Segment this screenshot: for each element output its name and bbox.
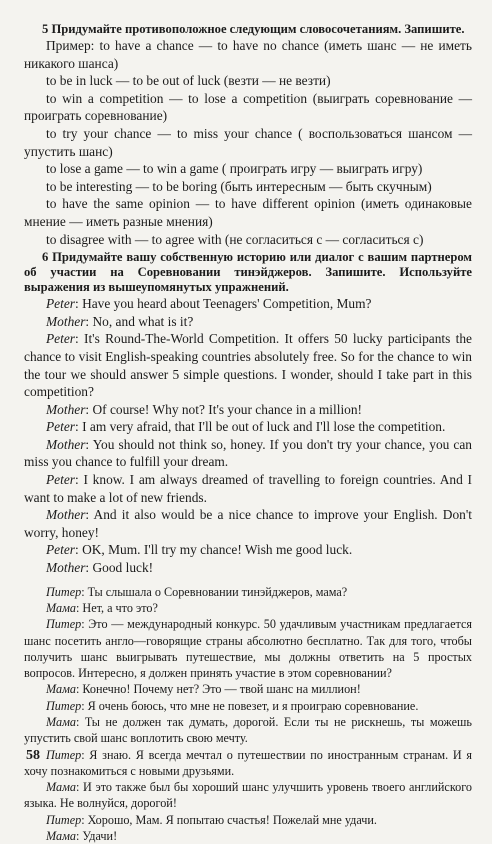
dialogue-line xyxy=(24,401,472,419)
dialogue-text: : I am very afraid, that I'll be out of luck and I'll lose the competition. xyxy=(75,419,446,435)
speaker-name: Mother xyxy=(46,560,86,576)
speaker-name: Mother xyxy=(46,436,86,452)
dialogue-line xyxy=(24,616,472,681)
dialogue-text: : Я очень боюсь, что мне не повезет, и я проиграю соревнование. xyxy=(81,698,419,713)
dialogue-text: : Have you heard about Teenagers' Competition, Mum? xyxy=(75,296,372,312)
dialogue-text: : I know. I am always dreamed of travelling to foreign countries. And I want to make a lot of new friends. xyxy=(24,472,472,505)
english-dialogue xyxy=(24,295,472,577)
exercise-5-example: Пример: to have a chance — to have no chance (иметь шанс — не иметь никакого шанса) xyxy=(24,38,472,71)
dialogue-line xyxy=(24,436,472,471)
dialogue-text: : OK, Mum. I'll try my chance! Wish me good luck. xyxy=(75,542,353,558)
speaker-name: Mother xyxy=(46,401,86,417)
speaker-name: Питер xyxy=(46,698,82,713)
speaker-name: Питер xyxy=(46,812,82,827)
speaker-name: Мама xyxy=(46,682,76,697)
dialogue-line xyxy=(24,779,472,812)
dialogue-text: : И это также был бы хороший шанс улучшить уровень твоего английского языка. Не волнуйся, дорогой! xyxy=(24,780,472,811)
dialogue-line xyxy=(24,698,472,714)
dialogue-text: : Ты слышала о Соревновании тинэйджеров, мама? xyxy=(81,584,348,599)
speaker-name: Питер xyxy=(46,747,82,762)
dialogue-line xyxy=(24,330,472,400)
speaker-name: Мама xyxy=(46,780,76,795)
dialogue-text: : Нет, а что это? xyxy=(75,600,158,615)
exercise-5-heading: 5 Придумайте противоположное следующим словосочетаниям. Запишите. xyxy=(42,22,465,36)
dialogue-text: : And it also would be a nice chance to improve your English. Don't worry, honey! xyxy=(24,507,472,540)
dialogue-line xyxy=(24,812,472,828)
dialogue-text: : Удачи! xyxy=(75,829,118,844)
exercise-6-heading: 6 Придумайте вашу собственную историю или диалог с вашим партнером об участии на Соревновании тинэйджеров. Запишите. Используйте выражения из вышеупомянутых упражнений. xyxy=(24,250,472,295)
dialogue-line xyxy=(24,714,472,747)
dialogue-text: : Хорошо, Мам. Я попытаю счастья! Пожелай мне удачи. xyxy=(81,812,377,827)
dialogue-text: : Of course! Why not? It's your chance in a million! xyxy=(85,401,363,417)
dialogue-text: : It's Round-The-World Competition. It offers 50 lucky participants the chance to visit English-speaking countries absolutely free. So for the chance to win the tour we should answer 5 simple questions. I wonder, should I take part in this competition? xyxy=(24,331,472,400)
dialogue-line xyxy=(24,828,472,844)
dialogue-text: : No, and what is it? xyxy=(85,313,194,329)
list-item: to be in luck — to be out of luck (везти — не везти) xyxy=(46,73,331,89)
list-item: to have the same opinion — to have different opinion (иметь одинаковые мнение — иметь разные мнения) xyxy=(24,196,472,229)
dialogue-line xyxy=(24,313,472,331)
dialogue-line xyxy=(24,541,472,559)
dialogue-text: : Конечно! Почему нет? Это — твой шанс на миллион! xyxy=(75,682,361,697)
dialogue-text: : Это — международный конкурс. 50 удачливым участникам предлагается шанс посетить англо—говорящие страны абсолютно бесплатно. Так для того, чтобы получить шанс выигрывать путешествие, мы должны ответить на 5 простых вопросов. Интересно, я должен принять участие в этом соревновании? xyxy=(24,617,472,681)
speaker-name: Peter xyxy=(46,331,75,347)
speaker-name: Mother xyxy=(46,507,86,523)
dialogue-text: : Я знаю. Я всегда мечтал о путешествии по иностранным странам. И я хочу познакомиться с новыми друзьями. xyxy=(24,747,472,778)
list-item: to disagree with — to agree with (не согласиться с — согласиться с) xyxy=(46,231,424,247)
speaker-name: Peter xyxy=(46,472,75,488)
speaker-name: Мама xyxy=(46,715,76,729)
dialogue-line xyxy=(24,559,472,577)
speaker-name: Peter xyxy=(46,419,75,435)
dialogue-line xyxy=(24,471,472,506)
dialogue-text: : Good luck! xyxy=(85,560,154,576)
russian-dialogue xyxy=(24,584,472,844)
list-item: to be interesting — to be boring (быть интересным — быть скучным) xyxy=(46,178,432,194)
page-number: 58 xyxy=(26,748,40,763)
dialogue-line xyxy=(24,681,472,697)
dialogue-line xyxy=(24,584,472,600)
speaker-name: Питер xyxy=(46,617,82,632)
list-item: to lose a game — to win a game ( проиграть игру — выиграть игру) xyxy=(46,161,423,177)
dialogue-text: : You should not think so, honey. If you don't try your chance, you can miss you chance to fulfill your dream. xyxy=(24,436,472,470)
speaker-name: Мама xyxy=(46,600,76,615)
speaker-name: Peter xyxy=(46,296,75,312)
dialogue-line xyxy=(24,418,472,436)
speaker-name: Мама xyxy=(46,829,76,844)
list-item: to try your chance — to miss your chance ( воспользоваться шансом — упустить шанс) xyxy=(24,125,472,159)
dialogue-line xyxy=(24,747,472,780)
dialogue-text: : Ты не должен так думать, дорогой. Если ты не рискнешь, ты можешь упустить свой шанс воплотить свою мечту. xyxy=(24,715,472,746)
speaker-name: Питер xyxy=(46,584,82,599)
list-item: to win a competition — to lose a competition (выиграть соревнование — проиграть соревнование) xyxy=(24,90,472,124)
speaker-name: Mother xyxy=(46,313,86,329)
exercise-5-list xyxy=(24,72,472,248)
dialogue-line xyxy=(24,506,472,541)
dialogue-line xyxy=(24,295,472,313)
dialogue-line xyxy=(24,600,472,616)
speaker-name: Peter xyxy=(46,542,75,558)
